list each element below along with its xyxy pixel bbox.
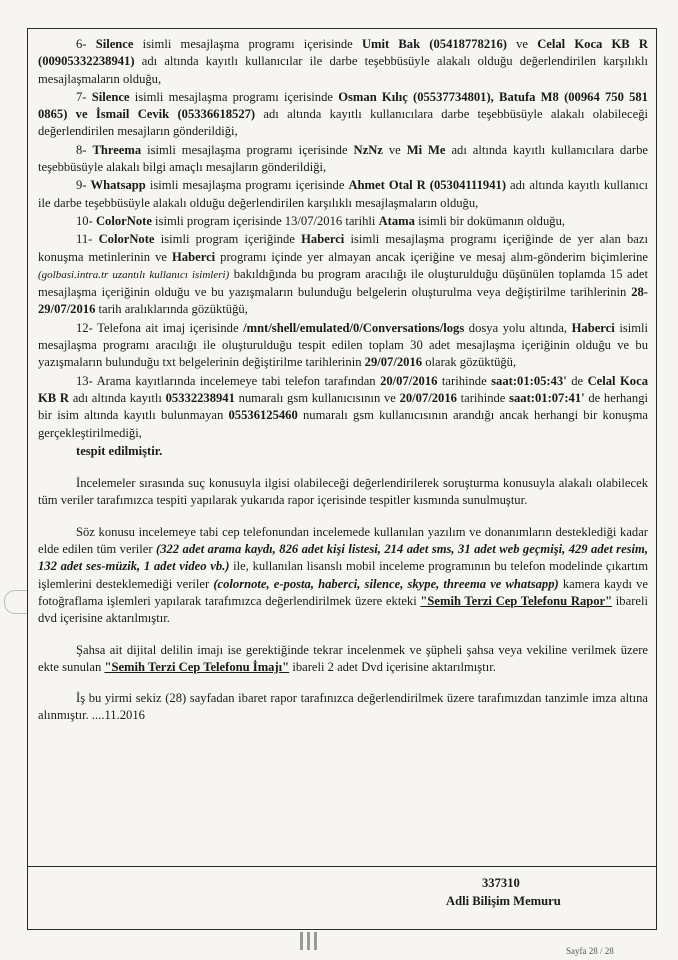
finding-6: 6- Silence isimli mesajlaşma programı içerisinde Umit Bak (05418778216) ve Celal Koca KB R (00905332238941) adı altında kayıtlı kullanıcılar ile darbe teşebbüsüyle alakalı olduğu değerlendirilen karşılıklı mesajlaşmaların olduğu, bbox=[38, 37, 648, 86]
finding-9: 9- Whatsapp isimli mesajlaşma programı içerisinde Ahmet Otal R (05304111941) adı altında kayıtlı kullanıcı ile darbe teşebbüsüyle alakalı olduğu değerlendirilen karşılıklı mesajlaşmaların olduğu, bbox=[38, 178, 648, 210]
finding-13: 13- Arama kayıtlarında incelemeye tabi telefon tarafından 20/07/2016 tarihinde saat:01:05:43' de Celal Koca KB R adı altında kayıtlı 05332238941 numaralı gsm kullanıcısının ve 20/07/2016 tarihinde saat:01:07:41' de herhangi bir isim altında kayıtlı bulunmayan 05536125460 numaralı gsm kullanıcısının arandığı ancak herhangi bir konuşma gerçekleştirilmediği, bbox=[38, 373, 648, 440]
finding-10: 10- ColorNote isimli program içerisinde 13/07/2016 tarihli Atama isimli bir dokümanın olduğu, bbox=[76, 213, 566, 228]
signature-rule bbox=[27, 866, 657, 867]
findings-conclusion: tespit edilmiştir. bbox=[76, 443, 163, 458]
report-body bbox=[38, 36, 648, 725]
paragraph-closing: İş bu yirmi sekiz (28) sayfadan ibaret rapor tarafınızca değerlendirilmek üzere tarafımızdan tanzimle imza altına alınmıştır. ....11.2016 bbox=[38, 691, 648, 723]
paragraph-image: Şahsa ait dijital delilin imajı ise gerektiğinde tekrar incelenmek ve şüpheli şahsa veya vekiline verilmek üzere ekte sunulan "Semih Terzi Cep Telefonu İmajı" ibareli 2 adet Dvd içerisine aktarılmıştır. bbox=[38, 642, 648, 674]
paragraph-data-summary: Söz konusu incelemeye tabi cep telefonundan incelemede kullanılan yazılım ve donanımların desteklediği kadar elde edilen tüm veriler (322 adet arama kaydı, 826 adet kişi listesi, 214 adet sms, 31 adet web geçmişi, 429 adet resim, 132 adet ses-müzik, 1 adet video vb.) ile, kullanılan lisanslı mobil inceleme programının bu telefon modelinde çıkartım işlemlerini desteklemediği veriler (colornote, e-posta, haberci, silence, skype, threema ve whatsapp) kamera kaydı ve fotoğraflama işlemleri yapılarak tarafımızca değerlendirilmek üzere ekteki "Semih Terzi Cep Telefonu Rapor" ibareli dvd içerisine aktarılmıştır. bbox=[38, 524, 649, 626]
paragraph-review: İncelemeler sırasında suç konusuyla ilgisi olabileceği değerlendirilerek soruşturma konusuyla alakalı olabilecek tüm veriler tarafımızca tespiti yapılarak yukarıda rapor içerisinde tespitler kısmında sunulmuştur. bbox=[38, 476, 648, 508]
finding-11: 11- ColorNote isimli program içeriğinde Haberci isimli mesajlaşma programı içeriğinde de yer alan bazı konuşma metinlerinin ve Haberci programı içinde yer almayan ancak içeriğine ve mesaj alım-gönderim biçimlerine (golbasi.intra.tr uzantılı kullanıcı isimleri) bakıldığında bu program aracılığı ile oluşturulduğu düşünülen toplamda 15 adet mesajlaşma içeriğinin olduğu ve bu yazışmaların bulunduğu belgelerin oluşturulma veya değiştirilme tarihlerinin 28-29/07/2016 tarih aralıklarında gözüktüğü, bbox=[38, 232, 648, 317]
finding-12: 12- Telefona ait imaj içerisinde /mnt/shell/emulated/0/Conversations/logs dosya yolu altında, Haberci isimli mesajlaşma programı aracılığı ile oluşturulduğu tespit edilen toplam 30 adet mesajlaşma içeriğinin olduğu ve bu yazışmaların bulunduğu txt belgelerinin değiştirilme tarihlerinin 29/07/2016 olarak gözüktüğü, bbox=[38, 320, 649, 370]
officer-id: 337310 bbox=[482, 876, 520, 890]
officer-title: Adli Bilişim Memuru bbox=[446, 894, 561, 908]
punch-hole-mark bbox=[4, 590, 27, 614]
finding-8: 8- Threema isimli mesajlaşma programı içerisinde NzNz ve Mi Me adı altında kayıtlı kullanıcılara darbe teşebbüsüyle alakalı bilgi amaçlı mesajların gönderildiği, bbox=[38, 142, 649, 175]
page-number: Sayfa 28 / 28 bbox=[566, 946, 614, 956]
binding-mark bbox=[300, 932, 340, 954]
finding-7: 7- Silence isimli mesajlaşma programı içerisinde Osman Kılıç (05537734801), Batufa M8 (00964 750 581 0865) ve İsmail Cevik (05336618527) adı altında kayıtlı kullanıcılara darbe teşebbüsüyle alakalı olabileceği değerlendirilen mesajların gönderildiği, bbox=[38, 89, 648, 139]
